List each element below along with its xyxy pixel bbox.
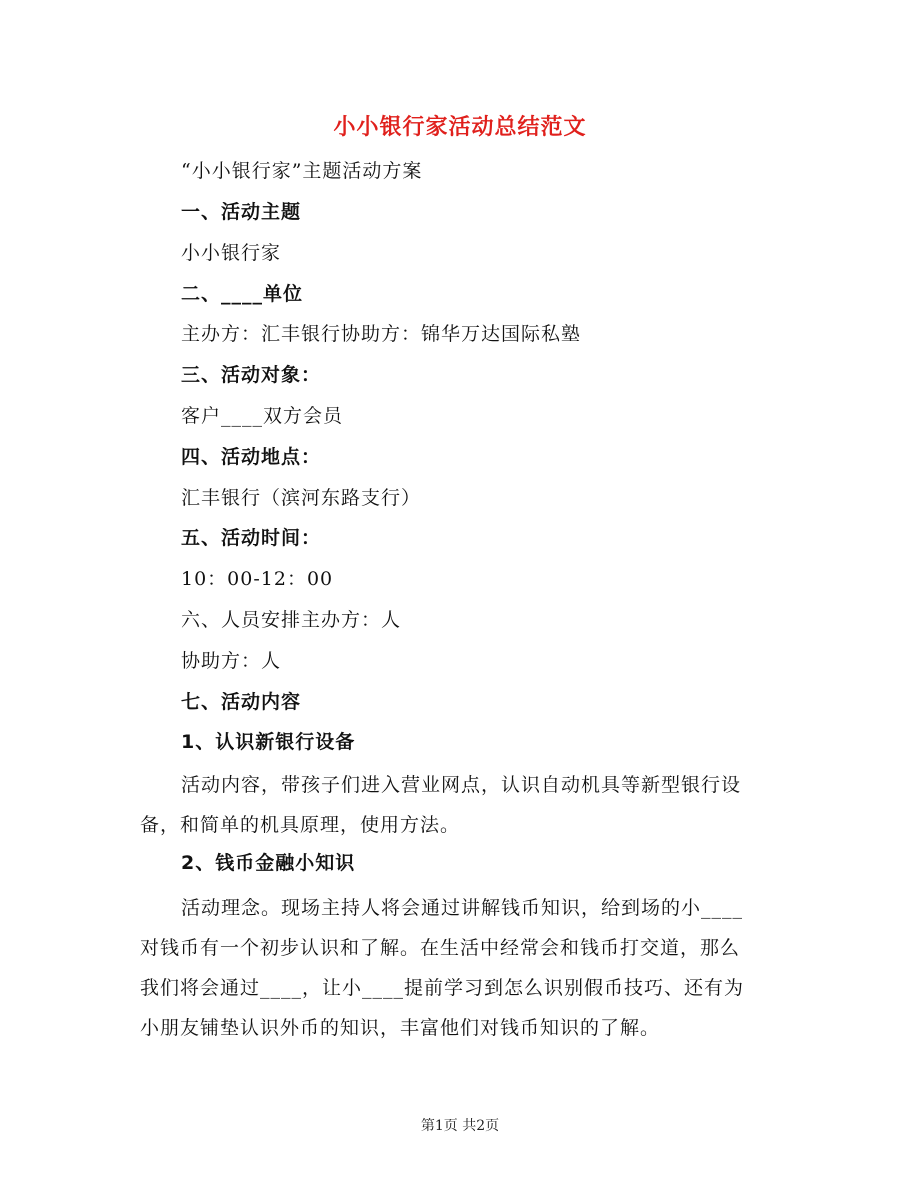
body-line: 客户____双方会员 [181,405,344,427]
section-heading: 一、活动主题 [181,201,302,223]
body-line: 汇丰银行（滨河东路支行） [181,487,422,509]
body-line: 10：00-12：00 [181,568,334,590]
paragraph-1 [140,765,780,845]
section-heading: 七、活动内容 [181,691,302,713]
section-heading: 1、认识新银行设备 [181,731,356,753]
paragraph-line: 备，和简单的机具原理，使用方法。 [140,814,461,836]
section-heading: 二、____单位 [181,283,304,305]
paragraph-line: 对钱币有一个初步认识和了解。在生活中经常会和钱币打交道，那么 [140,937,741,959]
body-line: 协助方：人 [181,650,282,672]
page-footer: 第1页 共2页 [420,1118,500,1134]
paragraph-line: 活动内容，带孩子们进入营业网点，认识自动机具等新型银行设 [181,774,742,796]
body-line: 六、人员安排主办方：人 [181,609,402,631]
section-heading: 四、活动地点： [181,446,322,468]
subtitle: “小小银行家”主题活动方案 [181,160,423,182]
section-heading: 三、活动对象： [181,364,322,386]
paragraph-line: 小朋友铺垫认识外币的知识，丰富他们对钱币知识的了解。 [140,1017,661,1039]
section-heading: 2、钱币金融小知识 [181,852,356,874]
body-line: 主办方：汇丰银行协助方：锦华万达国际私塾 [181,323,582,345]
document-title: 小小银行家活动总结范文 [333,115,587,140]
paragraph-line: 活动理念。现场主持人将会通过讲解钱币知识，给到场的小____ [181,897,744,919]
paragraph-2 [140,888,780,1048]
paragraph-line: 我们将会通过____，让小____提前学习到怎么识别假币技巧、还有为 [140,977,745,999]
section-heading: 五、活动时间： [181,527,322,549]
body-line: 小小银行家 [181,242,282,264]
